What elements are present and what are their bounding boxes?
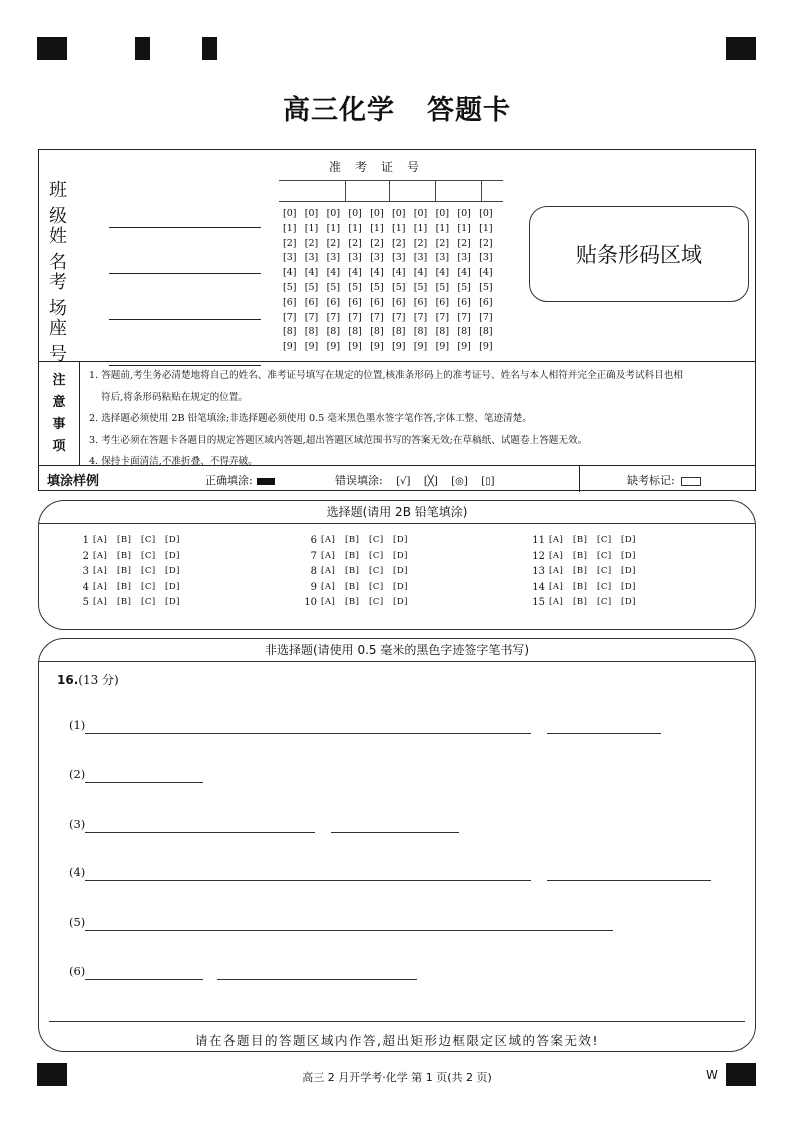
choice-option-bubble[interactable]: [D] — [165, 597, 180, 608]
choice-option-bubble[interactable]: [B] — [117, 597, 132, 608]
digit-bubble[interactable]: [5] — [283, 281, 297, 293]
choice-option-bubble[interactable]: [C] — [141, 597, 156, 608]
choice-question-row — [529, 580, 645, 596]
choice-question-row — [73, 549, 189, 565]
choice-question-row — [529, 533, 645, 549]
info-label: 考场 — [49, 272, 81, 319]
choice-option-bubble[interactable]: [A] — [549, 566, 564, 577]
note-item: 符后,将条形码粘贴在规定的位置。 — [101, 391, 248, 403]
choice-question-number: 5 — [82, 597, 89, 609]
part-label: (4) — [69, 865, 86, 879]
info-field-room[interactable] — [49, 268, 261, 320]
digit-row — [283, 237, 501, 252]
answer-line[interactable] — [85, 929, 613, 931]
choice-option-bubble[interactable]: [C] — [597, 597, 612, 608]
digit-bubble[interactable]: [9] — [479, 341, 493, 353]
choice-option-bubble[interactable]: [B] — [117, 535, 132, 545]
digit-bubble[interactable]: [1] — [435, 222, 450, 234]
digit-bubble[interactable]: [2] — [479, 237, 493, 249]
digit-bubble[interactable]: [9] — [370, 341, 384, 353]
digit-bubble[interactable]: [1] — [413, 222, 428, 234]
registration-mark-top-2 — [202, 37, 217, 60]
answer-part-5[interactable] — [69, 915, 85, 929]
question-16-header — [57, 671, 119, 688]
choice-option-bubble[interactable]: [B] — [345, 535, 360, 545]
part-label: (6) — [69, 964, 86, 978]
digit-bubble[interactable]: [5] — [413, 281, 428, 293]
choice-option-bubble[interactable]: [D] — [621, 566, 636, 577]
digit-bubble[interactable]: [6] — [391, 296, 406, 308]
footer-mark: W — [706, 1068, 718, 1082]
digit-bubble[interactable]: [1] — [457, 222, 471, 234]
choice-question-number: 6 — [310, 535, 317, 546]
digit-bubble[interactable]: [1] — [479, 222, 493, 234]
choice-column-3 — [529, 533, 645, 611]
digit-bubble[interactable]: [0] — [435, 208, 450, 219]
choice-question-number: 8 — [310, 566, 317, 578]
header-box — [38, 149, 756, 491]
choice-question-number: 2 — [82, 550, 89, 562]
digit-bubble[interactable]: [7] — [370, 311, 384, 323]
choice-section — [38, 500, 756, 630]
digit-bubble[interactable]: [7] — [479, 311, 493, 323]
choice-option-bubble[interactable]: [B] — [117, 566, 132, 577]
choice-option-bubble[interactable]: [D] — [621, 550, 636, 561]
choice-option-bubble[interactable]: [D] — [393, 597, 408, 608]
title-sub: 答题卡 — [427, 95, 511, 126]
digit-bubble[interactable]: [5] — [479, 281, 493, 293]
digit-bubble[interactable]: [2] — [304, 237, 319, 249]
choice-option-bubble[interactable]: [D] — [393, 581, 408, 592]
digit-bubble[interactable]: [0] — [391, 208, 406, 219]
choice-option-bubble[interactable]: [C] — [369, 581, 384, 592]
choice-option-bubble[interactable]: [A] — [93, 581, 108, 592]
choice-option-bubble[interactable]: [B] — [573, 535, 588, 545]
choice-question-number: 1 — [82, 535, 89, 546]
digit-bubble[interactable]: [4] — [391, 267, 406, 279]
barcode-area — [529, 206, 749, 302]
digit-bubble[interactable]: [5] — [348, 281, 362, 293]
choice-option-bubble[interactable]: [D] — [393, 535, 408, 545]
choice-option-bubble[interactable]: [D] — [165, 566, 180, 577]
digit-bubble[interactable]: [5] — [457, 281, 471, 293]
digit-row — [283, 296, 501, 311]
digit-bubble[interactable]: [1] — [326, 222, 341, 234]
choice-question-row — [301, 595, 417, 611]
fill-correct: 正确填涂: — [205, 472, 275, 488]
digit-bubble[interactable]: [7] — [304, 311, 319, 323]
answer-line[interactable] — [331, 831, 459, 833]
choice-option-bubble[interactable]: [A] — [321, 597, 336, 608]
digit-bubble[interactable]: [3] — [370, 252, 384, 264]
page-title — [0, 88, 794, 127]
info-field-class[interactable] — [49, 176, 261, 228]
note-item: 1. 答题前,考生务必清楚地将自己的姓名、准考证号填写在规定的位置,核准条形码上的准考证号、姓名与本人相符并完全正确及考试科目也相 — [89, 370, 683, 381]
answer-part-3[interactable] — [69, 817, 85, 831]
digit-bubble[interactable]: [9] — [457, 341, 471, 353]
choice-option-bubble[interactable]: [C] — [141, 566, 156, 577]
part-label: (2) — [69, 767, 86, 781]
nonchoice-section-title: 非选择题(请使用 0.5 毫米的黑色字迹签字笔书写) — [39, 639, 755, 662]
digit-bubble[interactable]: [3] — [283, 252, 297, 264]
answer-area-warning: 请在各题目的答题区域内作答,超出矩形边框限定区域的答案无效! — [195, 1033, 599, 1048]
choice-question-row — [73, 564, 189, 580]
choice-option-bubble[interactable]: [D] — [393, 566, 408, 577]
answer-area-bottom-border — [49, 1021, 745, 1022]
choice-question-row — [301, 549, 417, 565]
digit-bubble[interactable]: [6] — [283, 296, 297, 308]
digit-bubble[interactable]: [7] — [435, 311, 450, 323]
choice-option-bubble[interactable]: [D] — [621, 581, 636, 592]
question-number: 16. — [57, 673, 79, 687]
wrong-circle-icon: [◎] — [451, 476, 468, 487]
digit-bubble[interactable]: [8] — [435, 326, 450, 338]
digit-bubble[interactable]: [2] — [413, 237, 428, 249]
page-footer: 高三 2 月开学考·化学 第 1 页(共 2 页) — [302, 1071, 492, 1084]
digit-bubble[interactable]: [9] — [435, 341, 450, 353]
digit-bubble[interactable]: [5] — [435, 281, 450, 293]
choice-option-bubble[interactable]: [C] — [141, 581, 156, 592]
choice-option-bubble[interactable]: [B] — [345, 566, 360, 577]
answer-part-4[interactable] — [69, 865, 85, 879]
digit-bubble[interactable]: [1] — [304, 222, 319, 234]
note-item: 2. 选择题必须使用 2B 铅笔填涂;非选择题必须使用 0.5 毫米黑色墨水签字笔作答,字体工整、笔迹清楚。 — [89, 413, 532, 424]
answer-line[interactable] — [85, 781, 203, 783]
digit-bubble[interactable]: [6] — [304, 296, 319, 308]
choice-question-number: 12 — [532, 550, 545, 562]
info-label: 姓名 — [49, 226, 81, 273]
choice-option-bubble[interactable]: [B] — [345, 550, 360, 561]
wrong-check-icon: [√] — [396, 476, 411, 487]
notes-label: 注 意 事 项 — [39, 362, 80, 466]
choice-question-number: 15 — [532, 597, 545, 609]
fill-example-row — [39, 465, 755, 492]
digit-bubble[interactable]: [3] — [413, 252, 428, 264]
digit-bubble[interactable]: [1] — [283, 222, 297, 234]
answer-part-1[interactable] — [69, 718, 85, 732]
digit-bubble[interactable]: [5] — [370, 281, 384, 293]
choice-option-bubble[interactable]: [B] — [117, 581, 132, 592]
choice-question-number: 7 — [310, 550, 317, 562]
digit-bubble[interactable]: [7] — [283, 311, 297, 323]
fill-divider — [579, 466, 580, 492]
digit-bubble[interactable]: [8] — [370, 326, 384, 338]
registration-mark-top-right — [726, 37, 756, 60]
digit-bubble[interactable]: [6] — [479, 296, 493, 308]
choice-option-bubble[interactable]: [C] — [369, 550, 384, 561]
digit-bubble[interactable]: [2] — [370, 237, 384, 249]
digit-bubble[interactable]: [6] — [348, 296, 362, 308]
choice-option-bubble[interactable]: [C] — [597, 550, 612, 561]
notes-text — [89, 365, 751, 473]
digit-row — [283, 251, 501, 266]
info-label: 座号 — [49, 318, 81, 365]
choice-option-bubble[interactable]: [C] — [597, 535, 612, 545]
digit-bubble[interactable]: [7] — [326, 311, 341, 323]
choice-option-bubble[interactable]: [D] — [621, 535, 636, 545]
digit-bubble[interactable]: [3] — [435, 252, 450, 264]
choice-option-bubble[interactable]: [D] — [393, 550, 408, 561]
digit-bubble[interactable]: [8] — [304, 326, 319, 338]
fill-example-title: 填涂样例 — [47, 474, 100, 489]
digit-bubble[interactable]: [6] — [326, 296, 341, 308]
choice-option-bubble[interactable]: [B] — [345, 597, 360, 608]
digit-bubble[interactable]: [7] — [457, 311, 471, 323]
digit-bubble[interactable]: [3] — [457, 252, 471, 264]
choice-option-bubble[interactable]: [A] — [549, 597, 564, 608]
answer-part-6[interactable] — [69, 964, 85, 978]
choice-option-bubble[interactable]: [B] — [573, 581, 588, 592]
digit-bubble[interactable]: [4] — [304, 267, 319, 279]
choice-option-bubble[interactable]: [A] — [93, 535, 108, 545]
digit-bubble[interactable]: [8] — [413, 326, 428, 338]
digit-bubble[interactable]: [0] — [304, 208, 319, 219]
choice-option-bubble[interactable]: [A] — [549, 535, 564, 545]
digit-bubble[interactable]: [5] — [304, 281, 319, 293]
admission-number-boxes[interactable] — [279, 180, 503, 202]
choice-option-bubble[interactable]: [A] — [549, 550, 564, 561]
choice-option-bubble[interactable]: [B] — [345, 581, 360, 592]
digit-bubble[interactable]: [4] — [326, 267, 341, 279]
note-item: 4. 保持卡面清洁,不准折叠、不得弄破。 — [89, 456, 258, 467]
choice-option-bubble[interactable]: [A] — [549, 581, 564, 592]
choice-question-number: 3 — [82, 566, 89, 578]
choice-option-bubble[interactable]: [C] — [369, 535, 384, 545]
answer-line[interactable] — [85, 831, 315, 833]
registration-mark-top-left — [37, 37, 67, 60]
digit-bubble[interactable]: [4] — [283, 267, 297, 279]
choice-option-bubble[interactable]: [A] — [93, 550, 108, 561]
digit-bubble[interactable]: [8] — [348, 326, 362, 338]
digit-bubble[interactable]: [9] — [391, 341, 406, 353]
choice-option-bubble[interactable]: [C] — [597, 581, 612, 592]
digit-bubble[interactable]: [4] — [457, 267, 471, 279]
digit-bubble[interactable]: [6] — [413, 296, 428, 308]
digit-bubble[interactable]: [0] — [326, 208, 341, 219]
digit-bubble[interactable]: [9] — [348, 341, 362, 353]
digit-bubble[interactable]: [6] — [435, 296, 450, 308]
digit-bubble[interactable]: [4] — [435, 267, 450, 279]
digit-bubble[interactable]: [2] — [435, 237, 450, 249]
digit-bubble[interactable]: [8] — [479, 326, 493, 338]
answer-line[interactable] — [217, 978, 417, 980]
choice-question-row — [73, 580, 189, 596]
digit-bubble[interactable]: [8] — [283, 326, 297, 338]
digit-row — [283, 311, 501, 326]
choice-option-bubble[interactable]: [D] — [165, 550, 180, 561]
admission-digit-grid[interactable] — [283, 207, 501, 355]
choice-section-title: 选择题(请用 2B 铅笔填涂) — [39, 501, 755, 524]
digit-bubble[interactable]: [9] — [304, 341, 319, 353]
digit-row — [283, 266, 501, 281]
answer-line[interactable] — [85, 978, 203, 980]
wrong-partial-icon: [▯] — [481, 476, 495, 487]
info-label: 班级 — [49, 180, 81, 227]
digit-bubble[interactable]: [0] — [479, 208, 493, 219]
digit-bubble[interactable]: [3] — [326, 252, 341, 264]
digit-bubble[interactable]: [3] — [391, 252, 406, 264]
choice-option-bubble[interactable]: [D] — [621, 597, 636, 608]
choice-option-bubble[interactable]: [A] — [93, 566, 108, 577]
registration-mark-top-1 — [135, 37, 150, 60]
choice-question-row — [73, 595, 189, 611]
choice-option-bubble[interactable]: [B] — [573, 566, 588, 577]
choice-question-row — [301, 580, 417, 596]
digit-bubble[interactable]: [9] — [413, 341, 428, 353]
digit-bubble[interactable]: [8] — [326, 326, 341, 338]
choice-question-row — [529, 564, 645, 580]
digit-row — [283, 207, 501, 222]
absent-mark: 缺考标记: — [627, 472, 701, 488]
digit-bubble[interactable]: [5] — [326, 281, 341, 293]
digit-bubble[interactable]: [2] — [348, 237, 362, 249]
answer-line[interactable] — [85, 732, 531, 734]
digit-bubble[interactable]: [1] — [391, 222, 406, 234]
choice-option-bubble[interactable]: [A] — [321, 581, 336, 592]
choice-question-row — [73, 533, 189, 549]
answer-line[interactable] — [547, 879, 711, 881]
digit-bubble[interactable]: [6] — [370, 296, 384, 308]
choice-question-row — [301, 533, 417, 549]
digit-bubble[interactable]: [1] — [348, 222, 362, 234]
digit-bubble[interactable]: [7] — [413, 311, 428, 323]
wrong-cross-icon: [╳] — [423, 476, 438, 487]
choice-option-bubble[interactable]: [A] — [321, 566, 336, 577]
choice-option-bubble[interactable]: [B] — [117, 550, 132, 561]
digit-bubble[interactable]: [5] — [391, 281, 406, 293]
note-item: 3. 考生必须在答题卡各题目的规定答题区域内答题,超出答题区域范围书写的答案无效;在草稿纸、试题卷上答题无效。 — [89, 434, 588, 446]
digit-bubble[interactable]: [9] — [326, 341, 341, 353]
part-label: (5) — [69, 915, 86, 929]
choice-column-1 — [73, 533, 189, 611]
choice-option-bubble[interactable]: [A] — [93, 597, 108, 608]
fill-wrong: 错误填涂: [√] [╳] [◎] [▯] — [335, 474, 495, 487]
choice-option-bubble[interactable]: [C] — [597, 566, 612, 577]
choice-question-row — [301, 564, 417, 580]
digit-row — [283, 281, 501, 296]
digit-bubble[interactable]: [0] — [413, 208, 428, 219]
digit-bubble[interactable]: [6] — [457, 296, 471, 308]
digit-bubble[interactable]: [8] — [391, 326, 406, 338]
choice-option-bubble[interactable]: [C] — [141, 535, 156, 545]
digit-bubble[interactable]: [9] — [283, 341, 297, 353]
choice-question-number: 4 — [82, 581, 89, 593]
choice-option-bubble[interactable]: [A] — [321, 550, 336, 561]
absent-box[interactable] — [681, 477, 701, 486]
choice-column-2 — [301, 533, 417, 611]
digit-bubble[interactable]: [8] — [457, 326, 471, 338]
digit-bubble[interactable]: [2] — [326, 237, 341, 249]
nonchoice-section — [38, 638, 756, 1052]
title-main: 高三化学 — [283, 95, 395, 126]
choice-option-bubble[interactable]: [C] — [369, 566, 384, 577]
digit-row — [283, 222, 501, 237]
digit-bubble[interactable]: [4] — [370, 267, 384, 279]
choice-question-number: 9 — [310, 581, 317, 593]
digit-bubble[interactable]: [4] — [479, 267, 493, 279]
notes-section — [39, 361, 755, 466]
choice-option-bubble[interactable]: [D] — [165, 535, 180, 545]
choice-question-number: 13 — [532, 566, 545, 578]
choice-question-number: 11 — [532, 535, 545, 546]
choice-option-bubble[interactable]: [C] — [369, 597, 384, 608]
digit-bubble[interactable]: [0] — [348, 208, 362, 219]
filled-mark-icon — [257, 478, 275, 485]
digit-bubble[interactable]: [2] — [391, 237, 406, 249]
question-score: (13 分) — [78, 673, 119, 687]
part-label: (3) — [69, 817, 86, 831]
digit-bubble[interactable]: [7] — [348, 311, 362, 323]
digit-bubble[interactable]: [7] — [391, 311, 406, 323]
choice-option-bubble[interactable]: [C] — [141, 550, 156, 561]
barcode-label: 贴条形码区域 — [576, 243, 702, 267]
digit-bubble[interactable]: [0] — [457, 208, 471, 219]
digit-row — [283, 340, 501, 355]
choice-option-bubble[interactable]: [B] — [573, 597, 588, 608]
choice-option-bubble[interactable]: [D] — [165, 581, 180, 592]
choice-option-bubble[interactable]: [B] — [573, 550, 588, 561]
answer-line[interactable] — [85, 879, 531, 881]
digit-bubble[interactable]: [1] — [370, 222, 384, 234]
choice-question-number: 10 — [304, 597, 317, 609]
info-field-seat[interactable] — [49, 314, 261, 366]
digit-bubble[interactable]: [3] — [479, 252, 493, 264]
answer-part-2[interactable] — [69, 767, 85, 781]
digit-bubble[interactable]: [3] — [304, 252, 319, 264]
answer-line[interactable] — [547, 732, 661, 734]
digit-bubble[interactable]: [0] — [370, 208, 384, 219]
choice-question-number: 14 — [532, 581, 545, 593]
digit-bubble[interactable]: [4] — [348, 267, 362, 279]
choice-question-row — [529, 595, 645, 611]
info-field-name[interactable] — [49, 222, 261, 274]
digit-bubble[interactable]: [2] — [283, 237, 297, 249]
digit-bubble[interactable]: [3] — [348, 252, 362, 264]
choice-question-row — [529, 549, 645, 565]
choice-option-bubble[interactable]: [A] — [321, 535, 336, 545]
digit-bubble[interactable]: [2] — [457, 237, 471, 249]
admission-number-label: 准考证号 — [329, 160, 434, 174]
digit-row — [283, 325, 501, 340]
part-label: (1) — [69, 718, 86, 732]
digit-bubble[interactable]: [4] — [413, 267, 428, 279]
digit-bubble[interactable]: [0] — [283, 208, 297, 219]
